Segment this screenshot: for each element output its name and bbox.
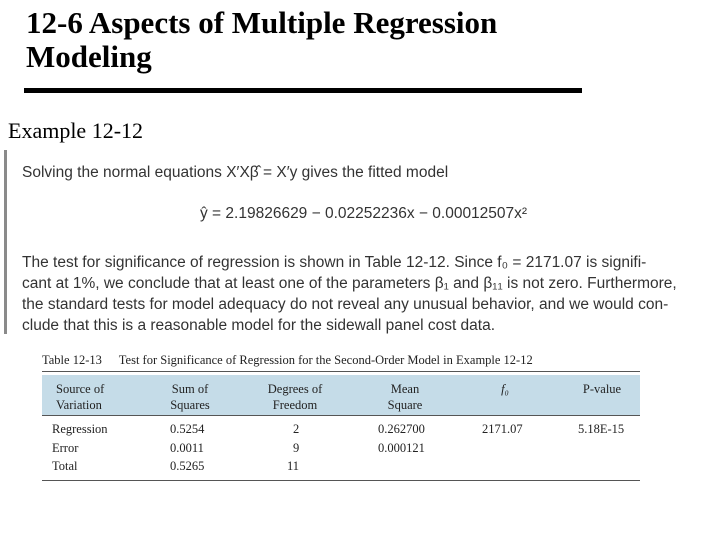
- table-cell: Error: [52, 441, 79, 455]
- paragraph-line: the standard tests for model adequacy do not reveal any unusual behavior, and we would con-: [22, 296, 669, 313]
- table-cell: Total: [52, 459, 78, 473]
- title-underline: [24, 88, 582, 93]
- header-degrees-freedom: Degrees of Freedom: [267, 382, 323, 412]
- table-cell: 5.18E-15: [578, 422, 625, 436]
- left-accent-bar: [4, 150, 7, 334]
- intro-sentence: Solving the normal equations X′Xβ̂ = X′y gives the fitted model: [22, 164, 449, 181]
- table-cell: 0.262700: [378, 422, 425, 436]
- fitted-model-equation: ŷ = 2.19826629 − 0.02252236x − 0.00012507x²: [200, 205, 528, 222]
- header-p-value: P-value: [582, 382, 622, 396]
- table-cell: 2: [293, 422, 300, 436]
- table-cell: Regression: [52, 422, 108, 436]
- table-cell: 0.5265: [170, 459, 205, 473]
- paragraph-line: clude that this is a reasonable model for the sidewall panel cost data.: [22, 317, 496, 334]
- slide-title: [26, 6, 586, 74]
- header-source: Source of Variation: [56, 382, 105, 412]
- table-cell: 0.0011: [170, 441, 204, 455]
- table-cell: 2171.07: [482, 422, 523, 436]
- header-f0: f₀: [501, 382, 509, 396]
- table-caption-text: Test for Significance of Regression for the Second-Order Model in Example 12-12: [118, 353, 533, 367]
- table-top-rule: [42, 371, 640, 372]
- table-cell: 0.5254: [170, 422, 205, 436]
- table-header-rule: [42, 415, 640, 416]
- table-cell: 0.000121: [378, 441, 425, 455]
- paragraph-line: The test for significance of regression is shown in Table 12-12. Since f₀ = 2171.07 is signifi-: [22, 254, 647, 271]
- table-cell: 11: [287, 459, 300, 473]
- slide-title-line2: Modeling: [26, 39, 152, 74]
- slide-title-line1: 12-6 Aspects of Multiple Regression: [26, 5, 498, 40]
- significance-paragraph: [22, 252, 720, 336]
- header-mean-square: Mean Square: [387, 382, 423, 412]
- table-cell: 9: [293, 441, 300, 455]
- table-number: Table 12-13: [42, 353, 102, 367]
- table-bottom-rule: [42, 480, 640, 481]
- paragraph-line: cant at 1%, we conclude that at least one of the parameters β₁ and β₁₁ is not zero. Furthermore,: [22, 275, 677, 292]
- header-sum-squares: Sum of Squares: [170, 382, 210, 412]
- table-caption: [42, 353, 533, 368]
- example-heading: Example 12-12: [8, 118, 144, 143]
- table-header-band: [42, 375, 640, 415]
